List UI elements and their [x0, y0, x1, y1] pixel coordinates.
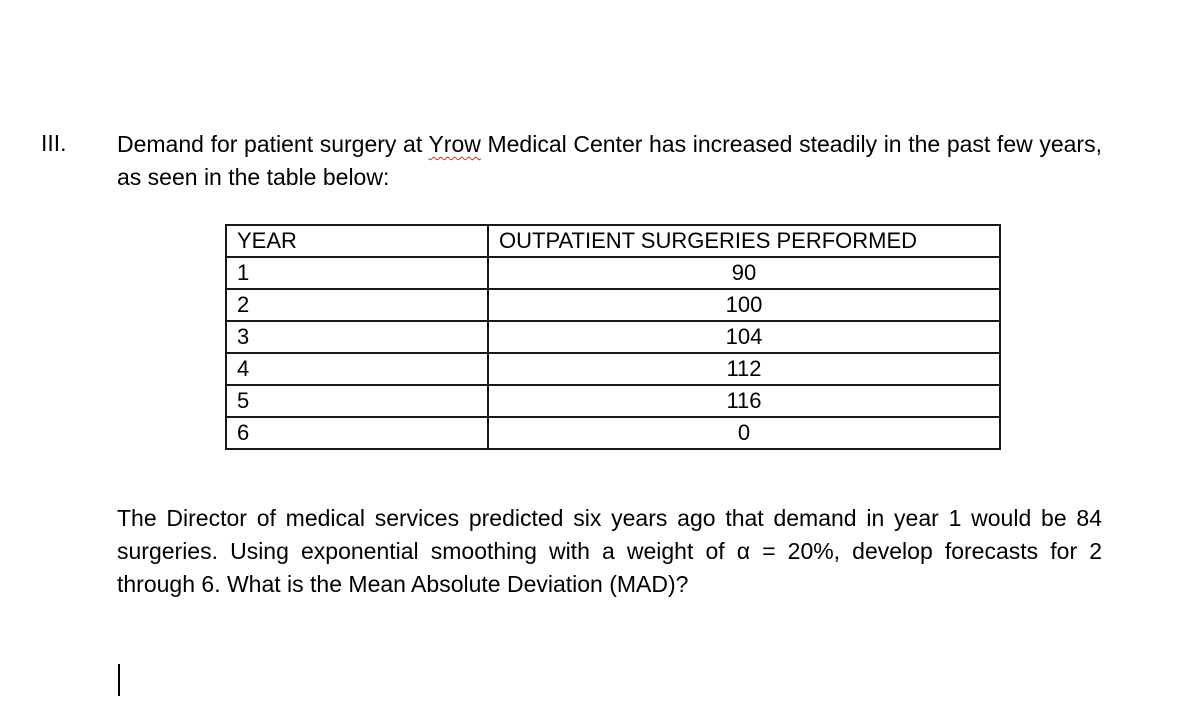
table-row [226, 289, 1000, 321]
surgeries-cell: 112 [488, 353, 1000, 385]
question-number: III. [41, 130, 67, 156]
year-cell: 1 [226, 257, 488, 289]
table-row [226, 385, 1000, 417]
question-intro [117, 128, 1102, 194]
table-row [226, 417, 1000, 449]
surgeries-cell: 116 [488, 385, 1000, 417]
year-cell: 5 [226, 385, 488, 417]
year-cell: 2 [226, 289, 488, 321]
year-cell: 3 [226, 321, 488, 353]
surgeries-cell: 104 [488, 321, 1000, 353]
intro-text-end: Medical Center has increased steadily in the past few years, as seen in the table below: [117, 131, 1102, 190]
header-surgeries: OUTPATIENT SURGERIES PERFORMED [488, 225, 1000, 257]
surgeries-cell: 100 [488, 289, 1000, 321]
intro-text-start: Demand for patient surgery at [117, 131, 429, 157]
table-header-row [226, 225, 1000, 257]
year-cell: 6 [226, 417, 488, 449]
table-row [226, 257, 1000, 289]
year-cell: 4 [226, 353, 488, 385]
table-row [226, 353, 1000, 385]
misspelled-word[interactable]: Yrow [428, 131, 481, 157]
header-year: YEAR [226, 225, 488, 257]
table-row [226, 321, 1000, 353]
surgeries-cell: 90 [488, 257, 1000, 289]
surgeries-table [225, 224, 1001, 450]
question-prompt: The Director of medical services predicted six years ago that demand in year 1 would be 84 surgeries. Using exponential smoothing with a weight of α = 20%, develop forecasts for 2 through 6. What is the Mean Absolute Deviation (MAD)? [117, 505, 1102, 597]
text-cursor [118, 664, 120, 696]
surgeries-cell: 0 [488, 417, 1000, 449]
